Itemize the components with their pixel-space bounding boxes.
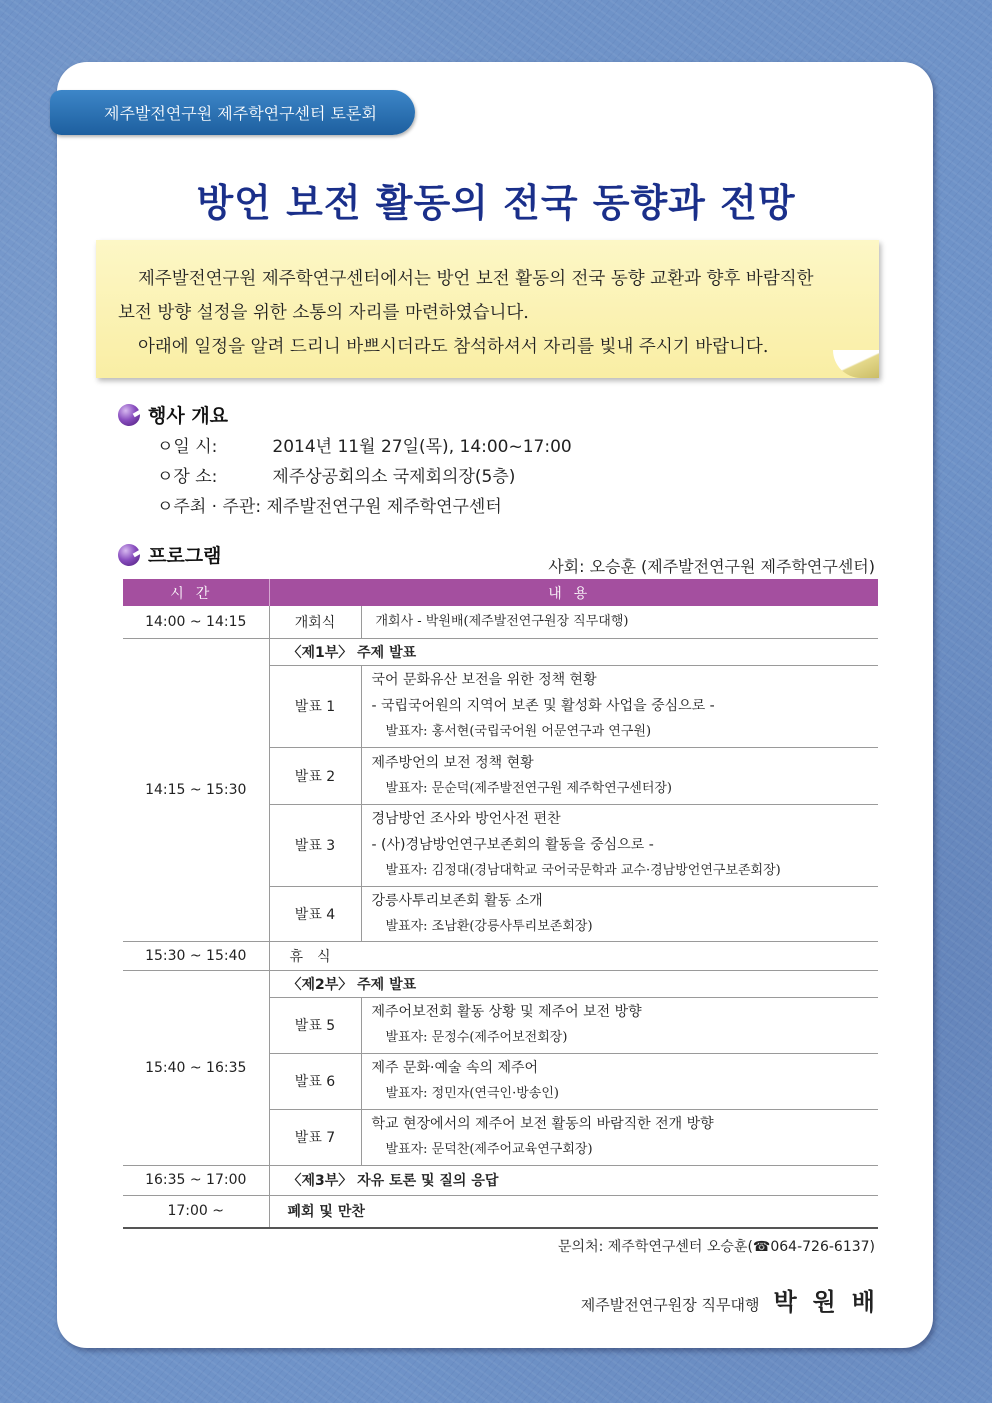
page-title: 방언 보전 활동의 전국 동향과 전망 bbox=[196, 180, 796, 225]
talk-speaker: 발표자: 문순덕(제주발전연구원 제주학연구센터장) bbox=[385, 780, 673, 796]
table-row bbox=[123, 606, 878, 638]
talk-title: 강릉사투리보존회 활동 소개 bbox=[371, 892, 543, 909]
info-place-label: ㅇ장 소: bbox=[157, 467, 218, 487]
info-date-value: 2014년 11월 27일(목), 14:00~17:00 bbox=[272, 437, 572, 457]
program-table bbox=[123, 579, 878, 1229]
table-row bbox=[123, 970, 878, 997]
closing-label: 폐회 및 만찬 bbox=[269, 1195, 878, 1228]
row-type: 발표 2 bbox=[269, 747, 361, 804]
row-type: 발표 6 bbox=[269, 1053, 361, 1109]
row-time: 15:40 ~ 16:35 bbox=[123, 970, 269, 1165]
purple-bullet-icon bbox=[118, 544, 140, 566]
row-type: 발표 3 bbox=[269, 804, 361, 886]
info-host bbox=[157, 492, 502, 517]
row-type: 개회식 bbox=[269, 606, 361, 638]
row-time: 16:35 ~ 17:00 bbox=[123, 1165, 269, 1195]
event-banner bbox=[50, 90, 415, 135]
talk-subtitle: - (사)경남방언연구보존회의 활동을 중심으로 - bbox=[371, 837, 654, 853]
row-content bbox=[361, 665, 878, 747]
row-time: 14:00 ~ 14:15 bbox=[123, 606, 269, 638]
talk-title: 제주어보전회 활동 상황 및 제주어 보전 방향 bbox=[371, 1004, 642, 1020]
info-place-value: 제주상공회의소 국제회의장(5층) bbox=[272, 467, 516, 487]
info-date-label: ㅇ일 시: bbox=[157, 437, 218, 457]
info-place bbox=[157, 462, 515, 487]
talk-speaker: 발표자: 홍서현(국립국어원 어문연구과 연구원) bbox=[385, 724, 652, 739]
talk-speaker: 발표자: 문덕찬(제주어교육연구회장) bbox=[385, 1142, 593, 1157]
talk-title: 국어 문화유산 보전을 위한 정책 현황 bbox=[371, 672, 597, 688]
part3-label: 〈제3부〉 자유 토론 및 질의 응답 bbox=[269, 1165, 878, 1195]
info-host-label: ㅇ주최 · 주관: bbox=[157, 497, 262, 517]
overview-heading-text: 행사 개요 bbox=[148, 405, 229, 427]
row-content bbox=[361, 886, 878, 941]
row-content bbox=[361, 997, 878, 1053]
part1-header: 〈제1부〉 주제 발표 bbox=[269, 638, 878, 665]
talk-title: 경남방언 조사와 방언사전 편찬 bbox=[371, 811, 561, 827]
row-content bbox=[361, 804, 878, 886]
row-content bbox=[361, 747, 878, 804]
program-heading bbox=[118, 541, 221, 568]
row-type: 발표 7 bbox=[269, 1109, 361, 1165]
col-header-time: 시간 bbox=[123, 579, 269, 606]
event-banner-text: 제주발전연구원 제주학연구센터 토론회 bbox=[104, 104, 377, 123]
table-row bbox=[123, 1165, 878, 1195]
col-header-content: 내용 bbox=[269, 579, 878, 606]
intro-line-3: 아래에 일정을 알려 드리니 바쁘시더라도 참석하셔서 자리를 빛내 주시기 바랍니다. bbox=[138, 337, 769, 357]
row-content bbox=[361, 1109, 878, 1165]
opening-content: 개회사 - 박원배(제주발전연구원장 직무대행) bbox=[375, 613, 629, 629]
purple-bullet-icon bbox=[118, 404, 140, 426]
talk-speaker: 발표자: 정민자(연극인·방송인) bbox=[385, 1086, 559, 1101]
table-row bbox=[123, 941, 878, 970]
intro-line-1: 제주발전연구원 제주학연구센터에서는 방언 보전 활동의 전국 동향 교환과 향후 바람직한 bbox=[138, 269, 814, 289]
break-label: 휴식 bbox=[269, 941, 878, 970]
part2-header: 〈제2부〉 주제 발표 bbox=[269, 970, 878, 997]
row-type: 발표 1 bbox=[269, 665, 361, 747]
talk-speaker: 발표자: 김정대(경남대학교 국어국문학과 교수·경남방언연구보존회장) bbox=[385, 863, 781, 878]
row-time: 14:15 ~ 15:30 bbox=[123, 638, 269, 941]
row-type: 발표 5 bbox=[269, 997, 361, 1053]
info-date bbox=[157, 432, 572, 457]
intro-note bbox=[96, 240, 879, 378]
contact-info: 문의처: 제주학연구센터 오승훈(☎064-726-6137) bbox=[558, 1239, 875, 1255]
row-time: 17:00 ~ bbox=[123, 1195, 269, 1228]
moderator: 사회: 오승훈 (제주발전연구원 제주학연구센터) bbox=[548, 557, 875, 576]
talk-speaker: 발표자: 조남환(강릉사투리보존회장) bbox=[385, 918, 593, 934]
page-curl bbox=[833, 350, 879, 378]
table-row bbox=[123, 638, 878, 665]
talk-title: 제주 문화·예술 속의 제주어 bbox=[371, 1060, 539, 1076]
program-heading-text: 프로그램 bbox=[148, 545, 222, 567]
overview-heading bbox=[118, 401, 228, 428]
table-row bbox=[123, 1195, 878, 1228]
row-content bbox=[361, 606, 878, 638]
row-content bbox=[361, 1053, 878, 1109]
signature-name: 박원배 bbox=[773, 1287, 891, 1316]
signature-position: 제주발전연구원장 직무대행 bbox=[580, 1296, 760, 1314]
talk-title: 학교 현장에서의 제주어 보전 활동의 바람직한 전개 방향 bbox=[371, 1116, 714, 1132]
row-type: 발표 4 bbox=[269, 886, 361, 941]
row-time: 15:30 ~ 15:40 bbox=[123, 941, 269, 970]
info-host-value: 제주발전연구원 제주학연구센터 bbox=[266, 497, 502, 517]
signature bbox=[580, 1282, 891, 1317]
talk-speaker: 발표자: 문정수(제주어보전회장) bbox=[385, 1030, 568, 1045]
talk-subtitle: - 국립국어원의 지역어 보존 및 활성화 사업을 중심으로 - bbox=[371, 698, 715, 714]
intro-line-2: 보전 방향 설정을 위한 소통의 자리를 마련하였습니다. bbox=[118, 303, 529, 323]
talk-title: 제주방언의 보전 정책 현황 bbox=[371, 754, 534, 771]
